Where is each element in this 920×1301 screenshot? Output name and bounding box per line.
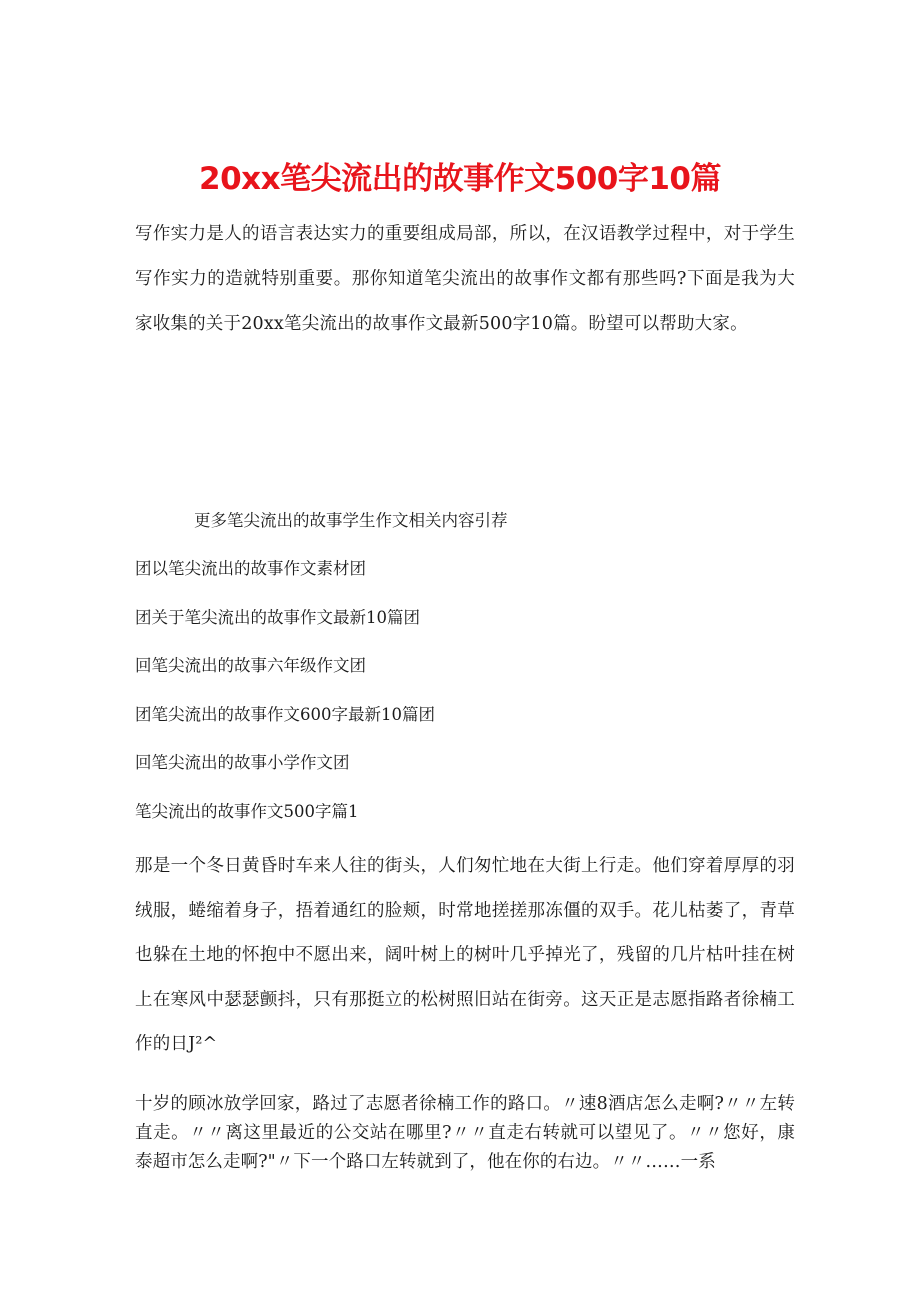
recommend-link[interactable]: 团笔尖流出的故事作文600字最新10篇团 — [135, 704, 435, 724]
recommend-link-list — [135, 554, 435, 845]
essay-paragraph: 十岁的顾冰放学回家，路过了志愿者徐楠工作的路口。〃速8酒店怎么走啊?〃〃左转直走。〃〃离这里最近的公交站在哪里?〃〃直走右转就可以望见了。〃〃您好，康泰超市怎么走啊?"〃下一个路口左转就到了，他在你的右边。〃〃……一系 — [135, 1094, 795, 1172]
essay-heading: 笔尖流出的故事作文500字篇1 — [135, 801, 359, 821]
document-title: 20xx笔尖流出的故事作文500字10篇 — [199, 160, 721, 197]
intro-paragraph: 写作实力是人的语言表达实力的重要组成局部，所以，在汉语教学过程中，对于学生写作实力的造就特别重要。那你知道笔尖流出的故事作文都有那些吗?下面是我为大家收集的关于20xx笔尖流出的故事作文最新500字10篇。盼望可以帮助大家。 — [135, 224, 795, 334]
recommend-link[interactable]: 回笔尖流出的故事小学作文团 — [135, 753, 350, 772]
recommend-heading: 更多笔尖流出的故事学生作文相关内容引荐 — [194, 511, 508, 530]
recommend-link[interactable]: 回笔尖流出的故事六年级作文团 — [135, 656, 366, 675]
recommend-link[interactable]: 团关于笔尖流出的故事作文最新10篇团 — [135, 607, 420, 627]
essay-paragraph: 那是一个冬日黄昏时车来人往的街头，人们匆忙地在大街上行走。他们穿着厚厚的羽绒服，蜷缩着身子，捂着通红的脸颊，时常地搓搓那冻僵的双手。花儿枯萎了，青草也躲在土地的怀抱中不愿出来，阔叶树上的树叶几乎掉光了，残留的几片枯叶挂在树上在寒风中瑟瑟颤抖，只有那挺立的松树照旧站在街旁。这天正是志愿指路者徐楠工作的日J²^ — [135, 856, 795, 1054]
recommend-link[interactable]: 团以笔尖流出的故事作文素材团 — [135, 559, 366, 578]
